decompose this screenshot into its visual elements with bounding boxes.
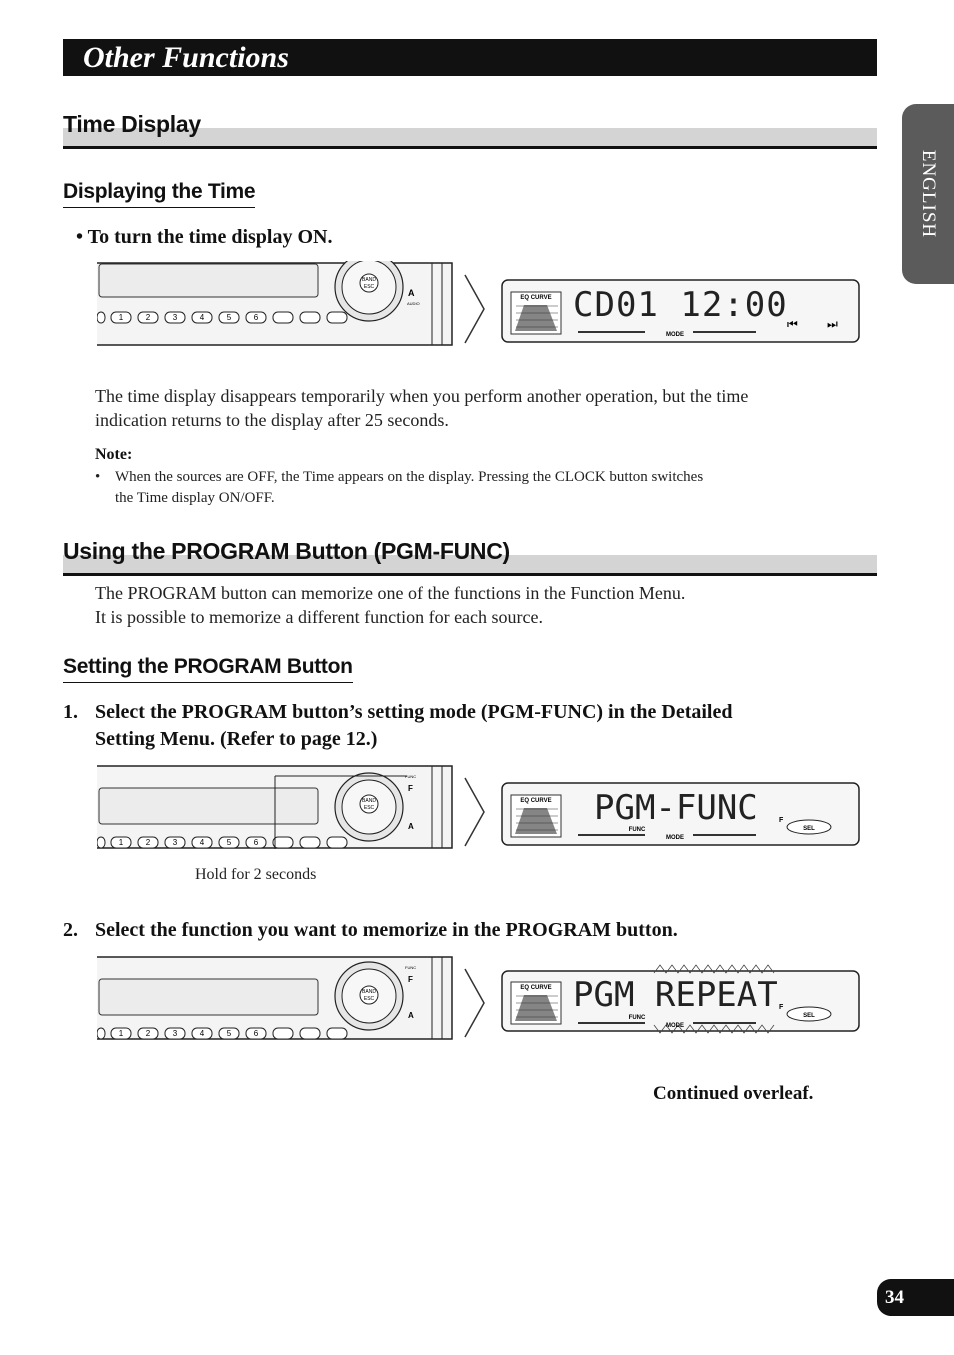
svg-text:1: 1	[118, 1029, 124, 1038]
lcd-text: CD01 12:00	[573, 285, 788, 325]
previous-track-icon: ⏮	[787, 317, 798, 331]
car-stereo-illustration	[97, 261, 862, 346]
svg-text:1: 1	[118, 313, 124, 322]
svg-text:AUDIO: AUDIO	[407, 301, 420, 306]
page-number-tab	[877, 1279, 954, 1316]
arrow-icon	[465, 778, 484, 846]
note-text	[95, 467, 855, 509]
arrow-icon	[465, 969, 484, 1037]
svg-text:SEL: SEL	[803, 826, 815, 832]
svg-text:FUNC: FUNC	[405, 965, 417, 970]
svg-text:2: 2	[145, 313, 151, 322]
subhead-setting-program-button: Setting the PROGRAM Button	[63, 655, 353, 683]
figure-pgm-repeat	[97, 955, 862, 1040]
svg-text:FUNC: FUNC	[628, 1015, 646, 1021]
page-title: Other Functions	[83, 41, 289, 74]
language-label: ENGLISH	[918, 149, 939, 239]
step1-line2: Setting Menu. (Refer to page 12.)	[95, 728, 378, 750]
svg-text:5: 5	[226, 838, 232, 847]
next-track-icon: ⏭	[827, 317, 838, 331]
svg-text:SEL: SEL	[803, 1013, 815, 1019]
svg-text:MODE: MODE	[666, 835, 684, 841]
program-intro-line1: The PROGRAM button can memorize one of the functions in the Function Menu.	[95, 583, 686, 603]
step1-number: 1.	[63, 701, 78, 723]
svg-text:F: F	[408, 975, 413, 984]
svg-text:A: A	[408, 1011, 414, 1020]
lcd-display	[502, 783, 859, 845]
svg-text:3: 3	[172, 313, 178, 322]
note-label: Note:	[95, 446, 133, 463]
svg-text:F: F	[779, 817, 784, 824]
lcd-text: PGM-FUNC	[594, 788, 758, 828]
lcd-text: PGM REPEAT	[573, 975, 778, 1015]
note-line2: the Time display ON/OFF.	[115, 490, 275, 506]
svg-text:ESC: ESC	[363, 284, 375, 290]
svg-text:F: F	[779, 1004, 784, 1011]
bullet-time-display-on: • To turn the time display ON.	[76, 226, 333, 248]
svg-text:MODE: MODE	[666, 332, 684, 338]
svg-text:ESC: ESC	[363, 996, 375, 1002]
svg-text:EQ CURVE: EQ CURVE	[520, 798, 552, 804]
svg-text:3: 3	[172, 838, 178, 847]
program-intro-line2: It is possible to memorize a different function for each source.	[95, 607, 544, 627]
header-banner	[63, 39, 877, 76]
svg-text:EQ CURVE: EQ CURVE	[520, 295, 552, 301]
section-title-program-button: Using the PROGRAM Button (PGM-FUNC)	[63, 538, 510, 564]
svg-text:3: 3	[172, 1029, 178, 1038]
svg-text:4: 4	[199, 838, 205, 847]
car-stereo-illustration	[97, 764, 862, 849]
svg-text:6: 6	[253, 1029, 259, 1038]
arrow-icon	[465, 275, 484, 343]
head-unit-panel	[97, 957, 452, 1039]
paragraph-time-display-line2: indication returns to the display after 25 seconds.	[95, 410, 449, 430]
svg-text:4: 4	[199, 313, 205, 322]
svg-text:BAND: BAND	[362, 277, 376, 283]
step2-text: Select the function you want to memorize in the PROGRAM button.	[95, 919, 678, 941]
continued-overleaf: Continued overleaf.	[653, 1083, 814, 1104]
section-title-time-display: Time Display	[63, 111, 201, 137]
subhead-displaying-time: Displaying the Time	[63, 180, 255, 208]
figure-pgm-func	[97, 764, 862, 849]
svg-text:1: 1	[118, 838, 124, 847]
caption-hold-2-seconds: Hold for 2 seconds	[195, 866, 317, 883]
svg-text:2: 2	[145, 1029, 151, 1038]
svg-text:FUNC: FUNC	[405, 774, 417, 779]
car-stereo-illustration	[97, 955, 862, 1040]
svg-text:MODE: MODE	[666, 1023, 684, 1029]
svg-text:BAND: BAND	[362, 989, 376, 995]
svg-text:2: 2	[145, 838, 151, 847]
page-number: 34	[885, 1287, 904, 1308]
figure-time-display	[97, 261, 862, 346]
svg-text:BAND: BAND	[362, 798, 376, 804]
svg-text:4: 4	[199, 1029, 205, 1038]
step1-line1: Select the PROGRAM button’s setting mode (PGM-FUNC) in the Detailed	[95, 701, 733, 723]
head-unit-panel	[97, 766, 452, 849]
svg-text:5: 5	[226, 313, 232, 322]
paragraph-time-display-line1: The time display disappears temporarily when you perform another operation, but the time	[95, 386, 749, 406]
note-line1: When the sources are OFF, the Time appears on the display. Pressing the CLOCK button switches	[115, 469, 704, 485]
lcd-display	[502, 965, 859, 1033]
svg-text:ESC: ESC	[363, 805, 375, 811]
svg-text:A: A	[408, 822, 414, 831]
svg-text:EQ CURVE: EQ CURVE	[520, 985, 552, 991]
svg-text:FUNC: FUNC	[628, 827, 646, 833]
lcd-display	[502, 280, 859, 342]
step2-number: 2.	[63, 919, 78, 941]
svg-text:6: 6	[253, 313, 259, 322]
svg-text:A: A	[408, 288, 415, 298]
head-unit-panel	[97, 261, 452, 345]
note-bullet: •	[95, 469, 101, 485]
svg-text:F: F	[408, 784, 413, 793]
svg-text:6: 6	[253, 838, 259, 847]
svg-text:5: 5	[226, 1029, 232, 1038]
language-tab	[902, 104, 954, 284]
